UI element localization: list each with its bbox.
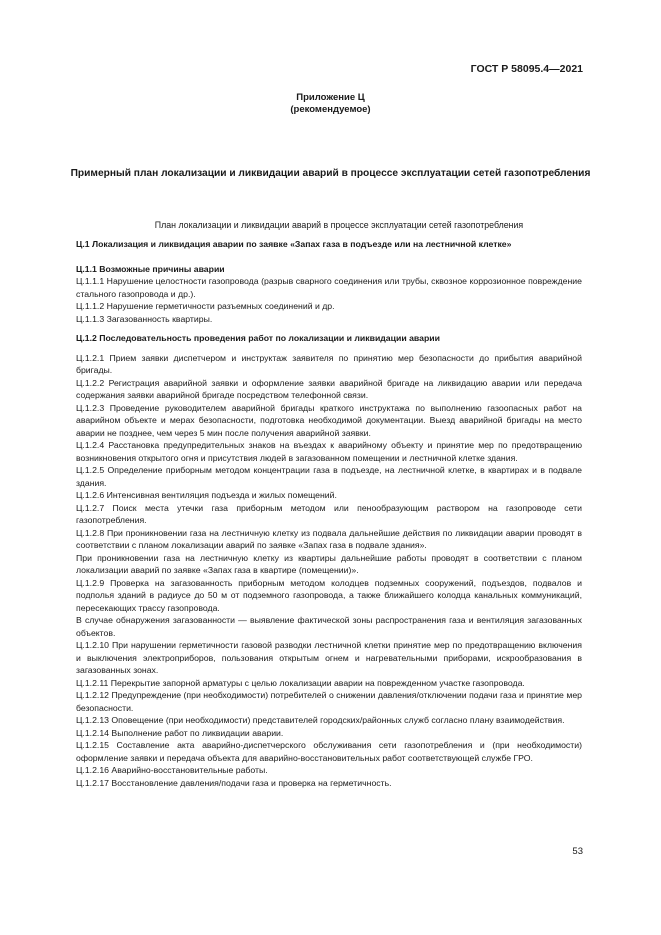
step-item: Ц.1.2.12 Предупреждение (при необходимости) потребителей о снижении давления/отключении подачи газа и принятие мер безопасности. bbox=[76, 690, 582, 713]
section-heading-c1: Ц.1 Локализация и ликвидация аварии по заявке «Запах газа в подъезде или на лестничной клетке» bbox=[76, 239, 512, 249]
step-item: Ц.1.2.8 При проникновении газа на лестничную клетку из подвала дальнейшие действия по ликвидации аварии проводят в соответствии с планом локализации аварий по заявке «Запах газа в подвале здания». bbox=[76, 527, 582, 550]
step-item: Ц.1.2.10 При нарушении герметичности газовой разводки лестничной клетки принятие мер по предотвращению включения и выключения электроприборов, пользования открытым огнем и нагревательными приборами, искрообразования в загазованных зонах. bbox=[76, 640, 582, 675]
section-heading-c12: Ц.1.2 Последовательность проведения работ по локализации и ликвидации аварии bbox=[76, 333, 440, 343]
page-number: 53 bbox=[572, 846, 583, 857]
step-item: При проникновении газа на лестничную клетку из квартиры дальнейшие работы проводят в соответствии с планом локализации аварий по заявке «Запах газа в квартире (помещении)». bbox=[76, 552, 582, 575]
document-body bbox=[76, 238, 582, 789]
step-item: В случае обнаружения загазованности — выявление фактической зоны распространения газа и вентиляция загазованных объектов. bbox=[76, 615, 582, 638]
step-item: Ц.1.2.16 Аварийно-восстановительные работы. bbox=[76, 765, 268, 775]
step-item: Ц.1.2.2 Регистрация аварийной заявки и оформление заявки аварийной бригаде на ликвидацию аварии или передача содержания заявки аварийной бригаде посредством телефонной связи. bbox=[76, 377, 582, 400]
section-heading-c11: Ц.1.1 Возможные причины аварии bbox=[76, 263, 225, 274]
plan-subtitle: План локализации и ликвидации аварий в процессе эксплуатации сетей газопотребления bbox=[154, 220, 524, 230]
step-item: Ц.1.2.9 Проверка на загазованность приборным методом колодцев подземных сооружений, подъездов, подвалов и подполья зданий в радиусе до 50 м от подземного газопровода, а также ближайшего колодца канальных коммуникаций, пересекающих трассу газопровода. bbox=[76, 577, 582, 613]
step-item: Ц.1.2.15 Составление акта аварийно-диспетчерского обслуживания сети газопотребления и (при необходимости) оформление заявки и передача объекта для аварийно-восстановительных работ соответствующей службе ГРО. bbox=[76, 740, 582, 763]
document-title: Примерный план локализации и ликвидации аварий в процессе эксплуатации сетей газопотребления bbox=[70, 168, 591, 179]
cause-item: Ц.1.1.1 Нарушение целостности газопровода (разрыв сварного соединения или трубы, сквозное коррозионное повреждение стального газопровода и др.). bbox=[76, 276, 582, 299]
step-item: Ц.1.2.5 Определение приборным методом концентрации газа в подъезде, на лестничной клетке, в квартирах и в подвале здания. bbox=[76, 465, 582, 488]
step-item: Ц.1.2.3 Проведение руководителем аварийной бригады краткого инструктажа по выполнению газоопасных работ на аварийном объекте и мерах безопасности, подготовка необходимой документации. Выезд аварийной бригады на место аварии не позднее, чем через 5 мин после получения аварийной заявки. bbox=[76, 402, 582, 438]
step-item: Ц.1.2.13 Оповещение (при необходимости) представителей городских/районных служб согласно плану взаимодействия. bbox=[76, 715, 565, 725]
appendix-status: (рекомендуемое) bbox=[290, 104, 371, 115]
step-item: Ц.1.2.14 Выполнение работ по ликвидации аварии. bbox=[76, 727, 284, 738]
step-item: Ц.1.2.7 Поиск места утечки газа приборным методом или пенообразующим раствором на газопроводе сети газопотребления. bbox=[76, 502, 582, 525]
standard-designation: ГОСТ Р 58095.4—2021 bbox=[470, 63, 583, 75]
cause-item: Ц.1.1.2 Нарушение герметичности разъемных соединений и др. bbox=[76, 301, 335, 311]
cause-item: Ц.1.1.3 Загазованность квартиры. bbox=[76, 313, 213, 324]
step-item: Ц.1.2.17 Восстановление давления/подачи газа и проверка на герметичность. bbox=[76, 777, 392, 788]
step-item: Ц.1.2.11 Перекрытие запорной арматуры с целью локализации аварии на поврежденном участке газопровода. bbox=[76, 677, 525, 688]
appendix-label: Приложение Ц bbox=[296, 92, 365, 103]
step-item: Ц.1.2.4 Расстановка предупредительных знаков на въездах к аварийному объекту и принятие мер по предотвращению возникновения открытого огня и присутствия людей в загазованном помещении и лестничной клетке здания. bbox=[76, 440, 582, 463]
step-item: Ц.1.2.6 Интенсивная вентиляция подъезда и жилых помещений. bbox=[76, 490, 337, 500]
step-item: Ц.1.2.1 Прием заявки диспетчером и инструктаж заявителя по принятию мер безопасности до прибытия аварийной бригады. bbox=[76, 352, 582, 375]
